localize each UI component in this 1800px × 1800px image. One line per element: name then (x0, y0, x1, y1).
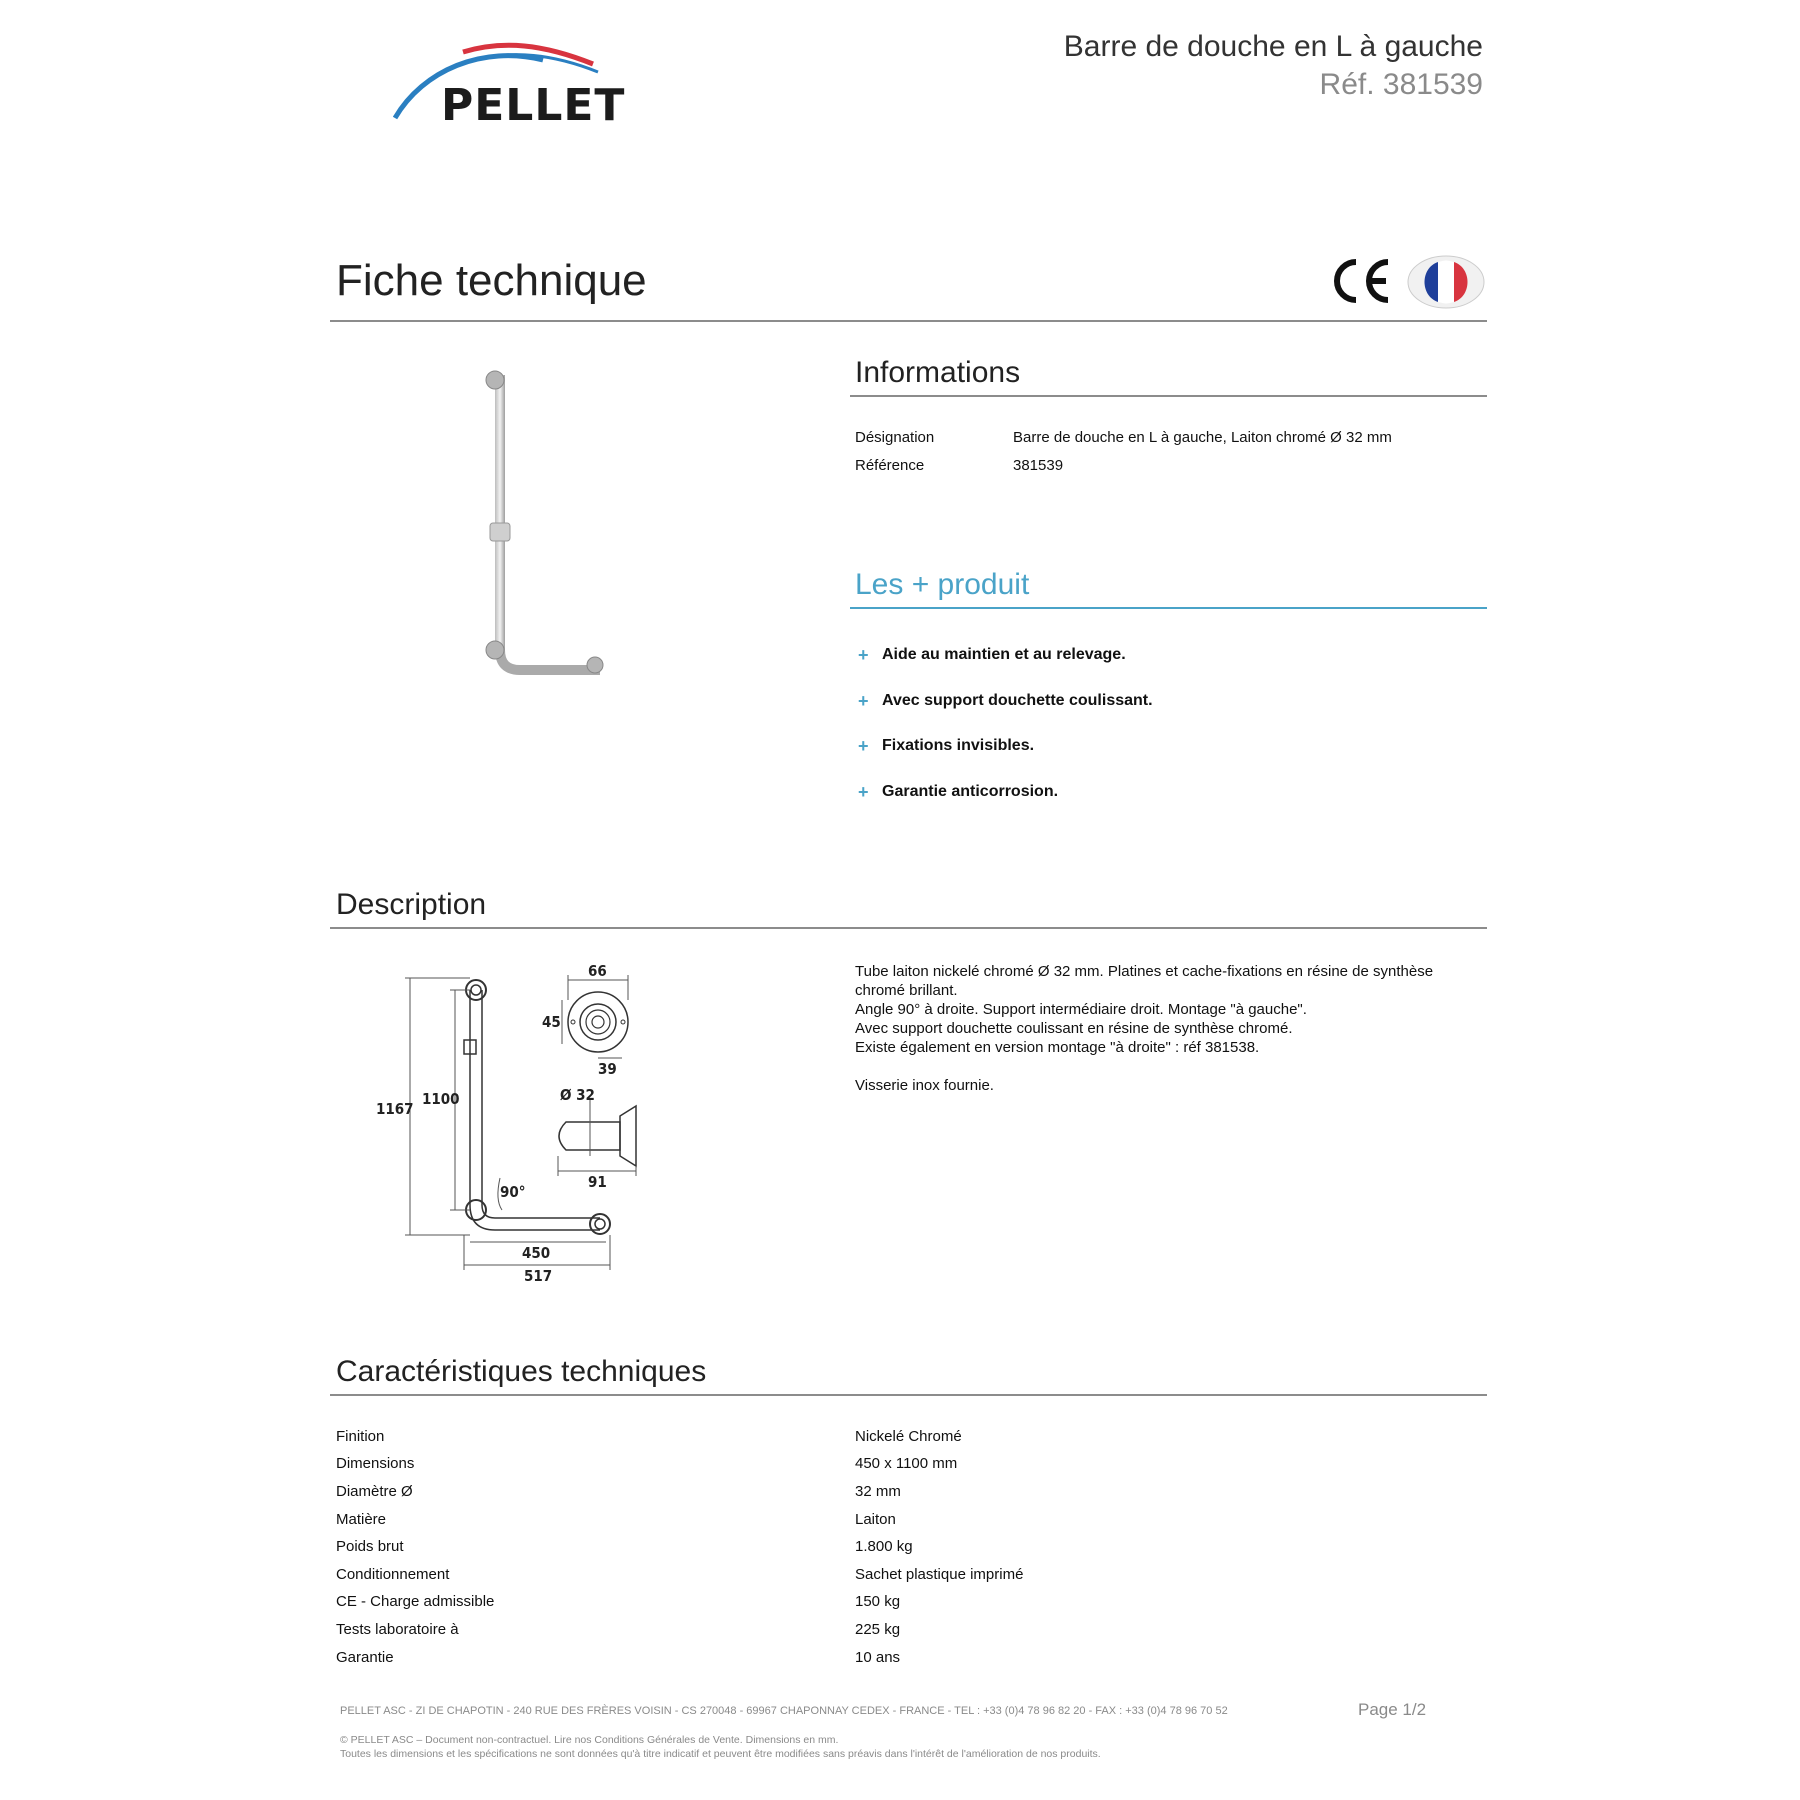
dim-width: 450 (522, 1244, 551, 1262)
info-label-designation: Désignation (855, 429, 935, 446)
description-line: Tube laiton nickelé chromé Ø 32 mm. Platines et cache-fixations en résine de synthèse chromé brillant. (855, 963, 1434, 999)
description-heading: Description (336, 888, 487, 921)
spec-value: 225 kg (855, 1621, 901, 1638)
dim-plate-height: 45 (542, 1013, 561, 1031)
dim-overall-width: 517 (524, 1267, 553, 1285)
spec-value: 1.800 kg (855, 1538, 913, 1555)
info-value-designation: Barre de douche en L à gauche, Laiton chromé Ø 32 mm (1013, 429, 1392, 446)
informations-heading: Informations (855, 356, 1021, 389)
footer-legal-2: Toutes les dimensions et les spécifications ne sont données qu'à titre indicatif et peuvent être modifiées sans préavis dans l'intérêt de l'amélioration de nos produits. (340, 1748, 1101, 1760)
product-photo (440, 355, 640, 700)
pellet-logo (393, 40, 643, 130)
description-text (855, 962, 1445, 1095)
spec-label: Tests laboratoire à (336, 1621, 459, 1638)
dim-depth: 91 (588, 1173, 607, 1191)
plus-icon: + (858, 691, 869, 711)
specs-divider (330, 1394, 1487, 1396)
spec-value: 10 ans (855, 1649, 901, 1666)
title-divider (330, 320, 1487, 322)
description-line (855, 1057, 1445, 1076)
spec-label: Garantie (336, 1649, 394, 1666)
advantages-heading: Les + produit (855, 568, 1030, 601)
advantage-item: Avec support douchette coulissant. (882, 692, 1153, 709)
description-line: Visserie inox fournie. (855, 1077, 994, 1094)
spec-value: 32 mm (855, 1483, 901, 1500)
info-value-reference: 381539 (1013, 457, 1064, 474)
made-in-france-badge-icon (1406, 254, 1486, 315)
spec-value: Nickelé Chromé (855, 1428, 962, 1445)
dim-tube-diameter: Ø 32 (560, 1086, 595, 1104)
description-line: Existe également en version montage "à droite" : réf 381538. (855, 1039, 1260, 1056)
dim-plate-offset: 39 (598, 1060, 617, 1078)
page-number: Page 1/2 (1358, 1700, 1427, 1719)
spec-label: Finition (336, 1428, 385, 1445)
specs-heading: Caractéristiques techniques (336, 1355, 707, 1388)
ce-mark-icon (1328, 256, 1392, 311)
dim-overall-height: 1167 (376, 1100, 414, 1118)
spec-label: Dimensions (336, 1455, 415, 1472)
plus-icon: + (858, 736, 869, 756)
informations-divider (850, 395, 1487, 397)
footer-address: PELLET ASC - ZI DE CHAPOTIN - 240 RUE DES FRÈRES VOISIN - CS 270048 - 69967 CHAPONNAY CEDEX - FRANCE - TEL : +33 (0)4 78 96 82 20 - FAX : +33 (0)4 78 96 70 52 (340, 1705, 1228, 1717)
product-reference: Réf. 381539 (1319, 68, 1483, 101)
technical-drawing (370, 960, 670, 1295)
spec-value: 450 x 1100 mm (855, 1455, 958, 1472)
description-line: Angle 90° à droite. Support intermédiaire droit. Montage "à gauche". (855, 1001, 1307, 1018)
description-divider (330, 927, 1487, 929)
spec-label: CE - Charge admissible (336, 1593, 495, 1610)
advantages-divider (850, 607, 1487, 609)
spec-value: Sachet plastique imprimé (855, 1566, 1024, 1583)
advantage-item: Fixations invisibles. (882, 737, 1035, 754)
dim-plate-diameter: 66 (588, 962, 607, 980)
spec-label: Conditionnement (336, 1566, 450, 1583)
footer-legal-1: © PELLET ASC – Document non-contractuel. Lire nos Conditions Générales de Vente. Dimensions en mm. (340, 1734, 839, 1746)
brand-name: PELLET (441, 80, 626, 131)
advantage-item: Garantie anticorrosion. (882, 783, 1059, 800)
info-label-reference: Référence (855, 457, 925, 474)
plus-icon: + (858, 782, 869, 802)
spec-label: Matière (336, 1511, 387, 1528)
product-title: Barre de douche en L à gauche (1063, 30, 1483, 63)
advantage-item: Aide au maintien et au relevage. (882, 646, 1126, 663)
description-line: Avec support douchette coulissant en résine de synthèse chromé. (855, 1020, 1293, 1037)
spec-label: Diamètre Ø (336, 1483, 413, 1500)
spec-label: Poids brut (336, 1538, 404, 1555)
spec-value: Laiton (855, 1511, 896, 1528)
dim-angle: 90° (500, 1183, 526, 1201)
dim-height: 1100 (422, 1090, 460, 1108)
plus-icon: + (858, 645, 869, 665)
sheet-title: Fiche technique (336, 256, 647, 305)
spec-value: 150 kg (855, 1593, 901, 1610)
